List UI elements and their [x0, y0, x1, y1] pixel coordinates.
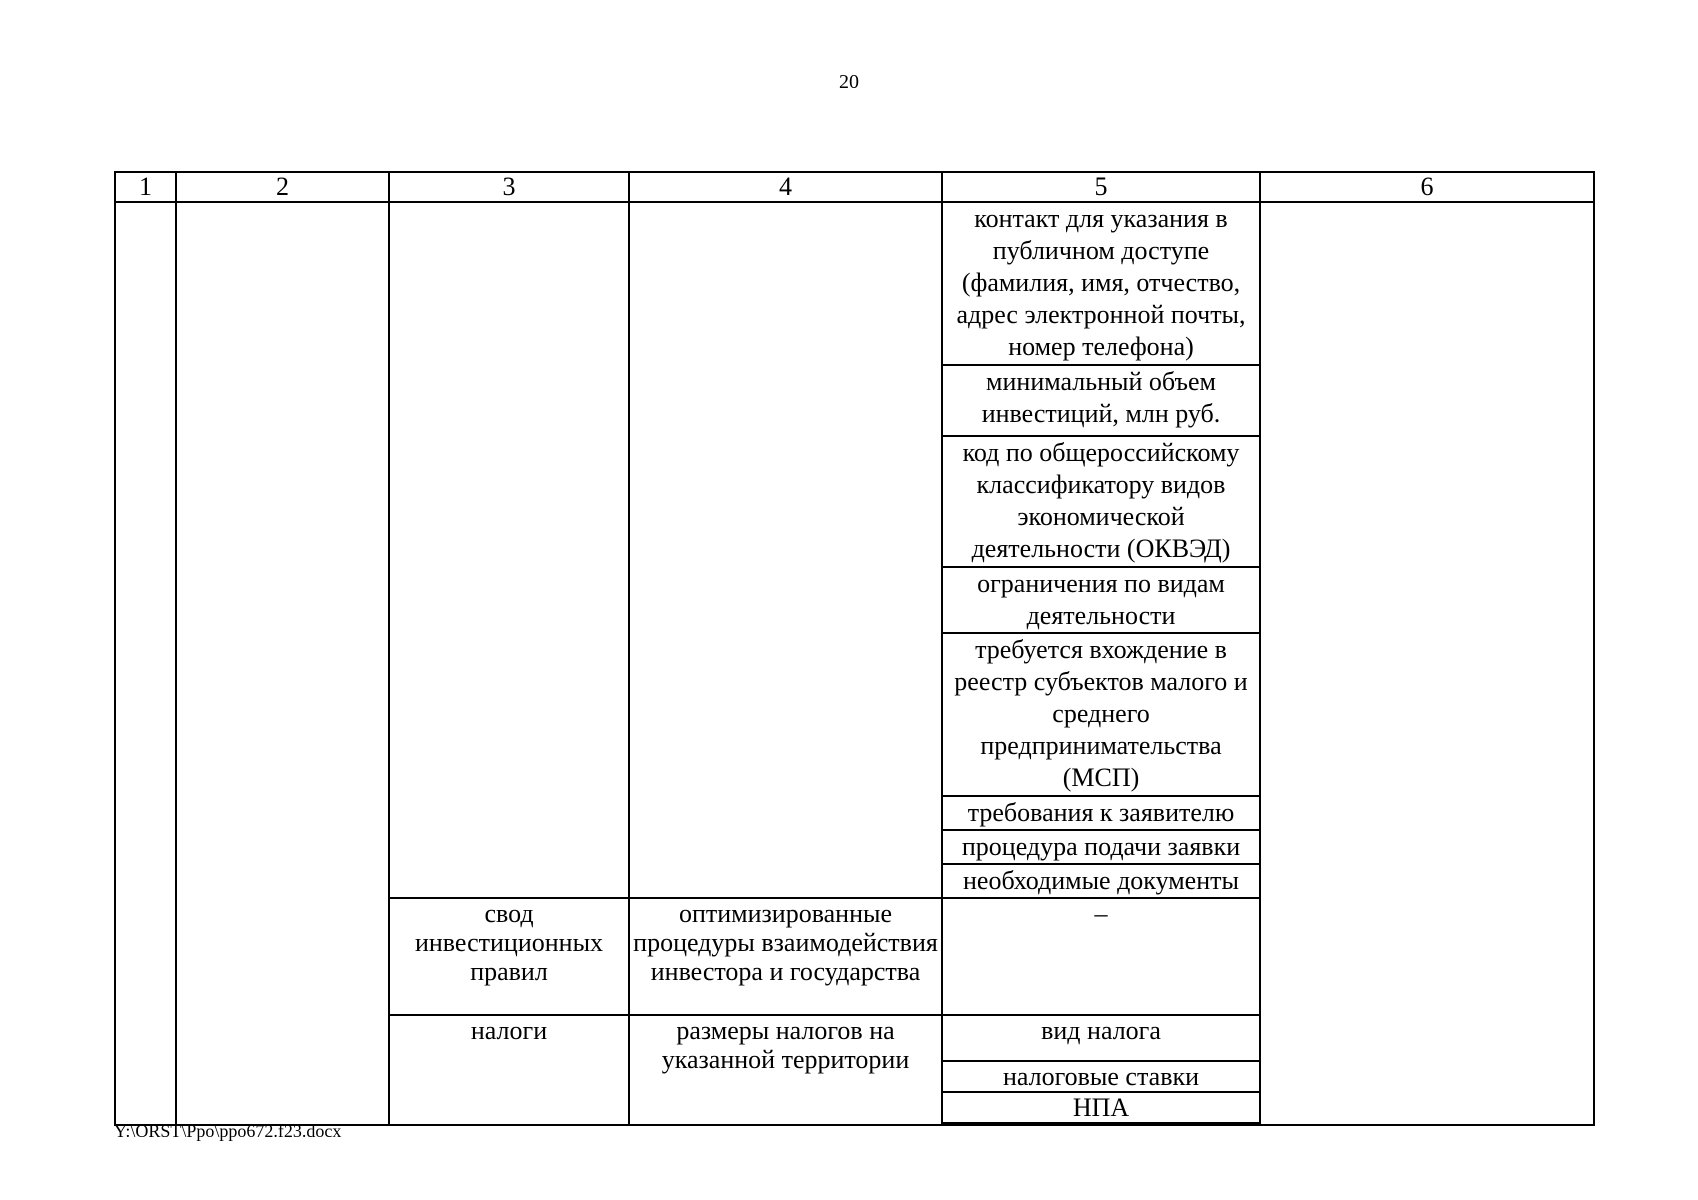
document-table	[114, 171, 1595, 1126]
table-cell-col5: требуется вхождение в реестр субъектов малого и среднего предпринимательства (МСП)	[942, 633, 1260, 796]
table-cell-col5: вид налога	[942, 1015, 1260, 1061]
table-cell-col6	[1260, 202, 1594, 1125]
table-cell-col3: налоги	[389, 1015, 629, 1125]
table-cell-col5: налоговые ставки	[942, 1061, 1260, 1092]
table-cell-col3	[389, 202, 629, 898]
header-cell: 1	[115, 172, 176, 202]
header-cell: 2	[176, 172, 389, 202]
table-cell-col2	[176, 202, 389, 1125]
table-cell-col3: свод инвестиционных правил	[389, 898, 629, 1015]
header-cell: 5	[942, 172, 1260, 202]
table-cell-col5: требования к заявителю	[942, 796, 1260, 830]
footer-file-path: Y:\ORST\Ppo\ppo672.f23.docx	[114, 1121, 342, 1141]
table-cell-col4	[629, 202, 942, 898]
header-cell: 6	[1260, 172, 1594, 202]
table-cell-col4: оптимизированные процедуры взаимодействия инвестора и государства	[629, 898, 942, 1015]
header-cell: 4	[629, 172, 942, 202]
table-cell-col5: ограничения по видам деятельности	[942, 567, 1260, 633]
page-number: 20	[839, 71, 859, 93]
table-row	[115, 202, 1594, 365]
table-cell-col5: код по общероссийскому классификатору видов экономической деятельности (ОКВЭД)	[942, 436, 1260, 567]
table-cell-col5: необходимые документы	[942, 864, 1260, 898]
table-cell-col5: минимальный объем инвестиций, млн руб.	[942, 365, 1260, 436]
table-cell-col5-spacer	[942, 1123, 1260, 1125]
table-cell-col5: процедура подачи заявки	[942, 830, 1260, 864]
table-cell-col4: размеры налогов на указанной территории	[629, 1015, 942, 1125]
header-cell: 3	[389, 172, 629, 202]
table-header-row	[115, 172, 1594, 202]
table-cell-col5: НПА	[942, 1092, 1260, 1123]
table-cell-col5: –	[942, 898, 1260, 1015]
table-cell-col1	[115, 202, 176, 1125]
table-cell-col5: контакт для указания в публичном доступе (фамилия, имя, отчество, адрес электронной почты, номер телефона)	[942, 202, 1260, 365]
